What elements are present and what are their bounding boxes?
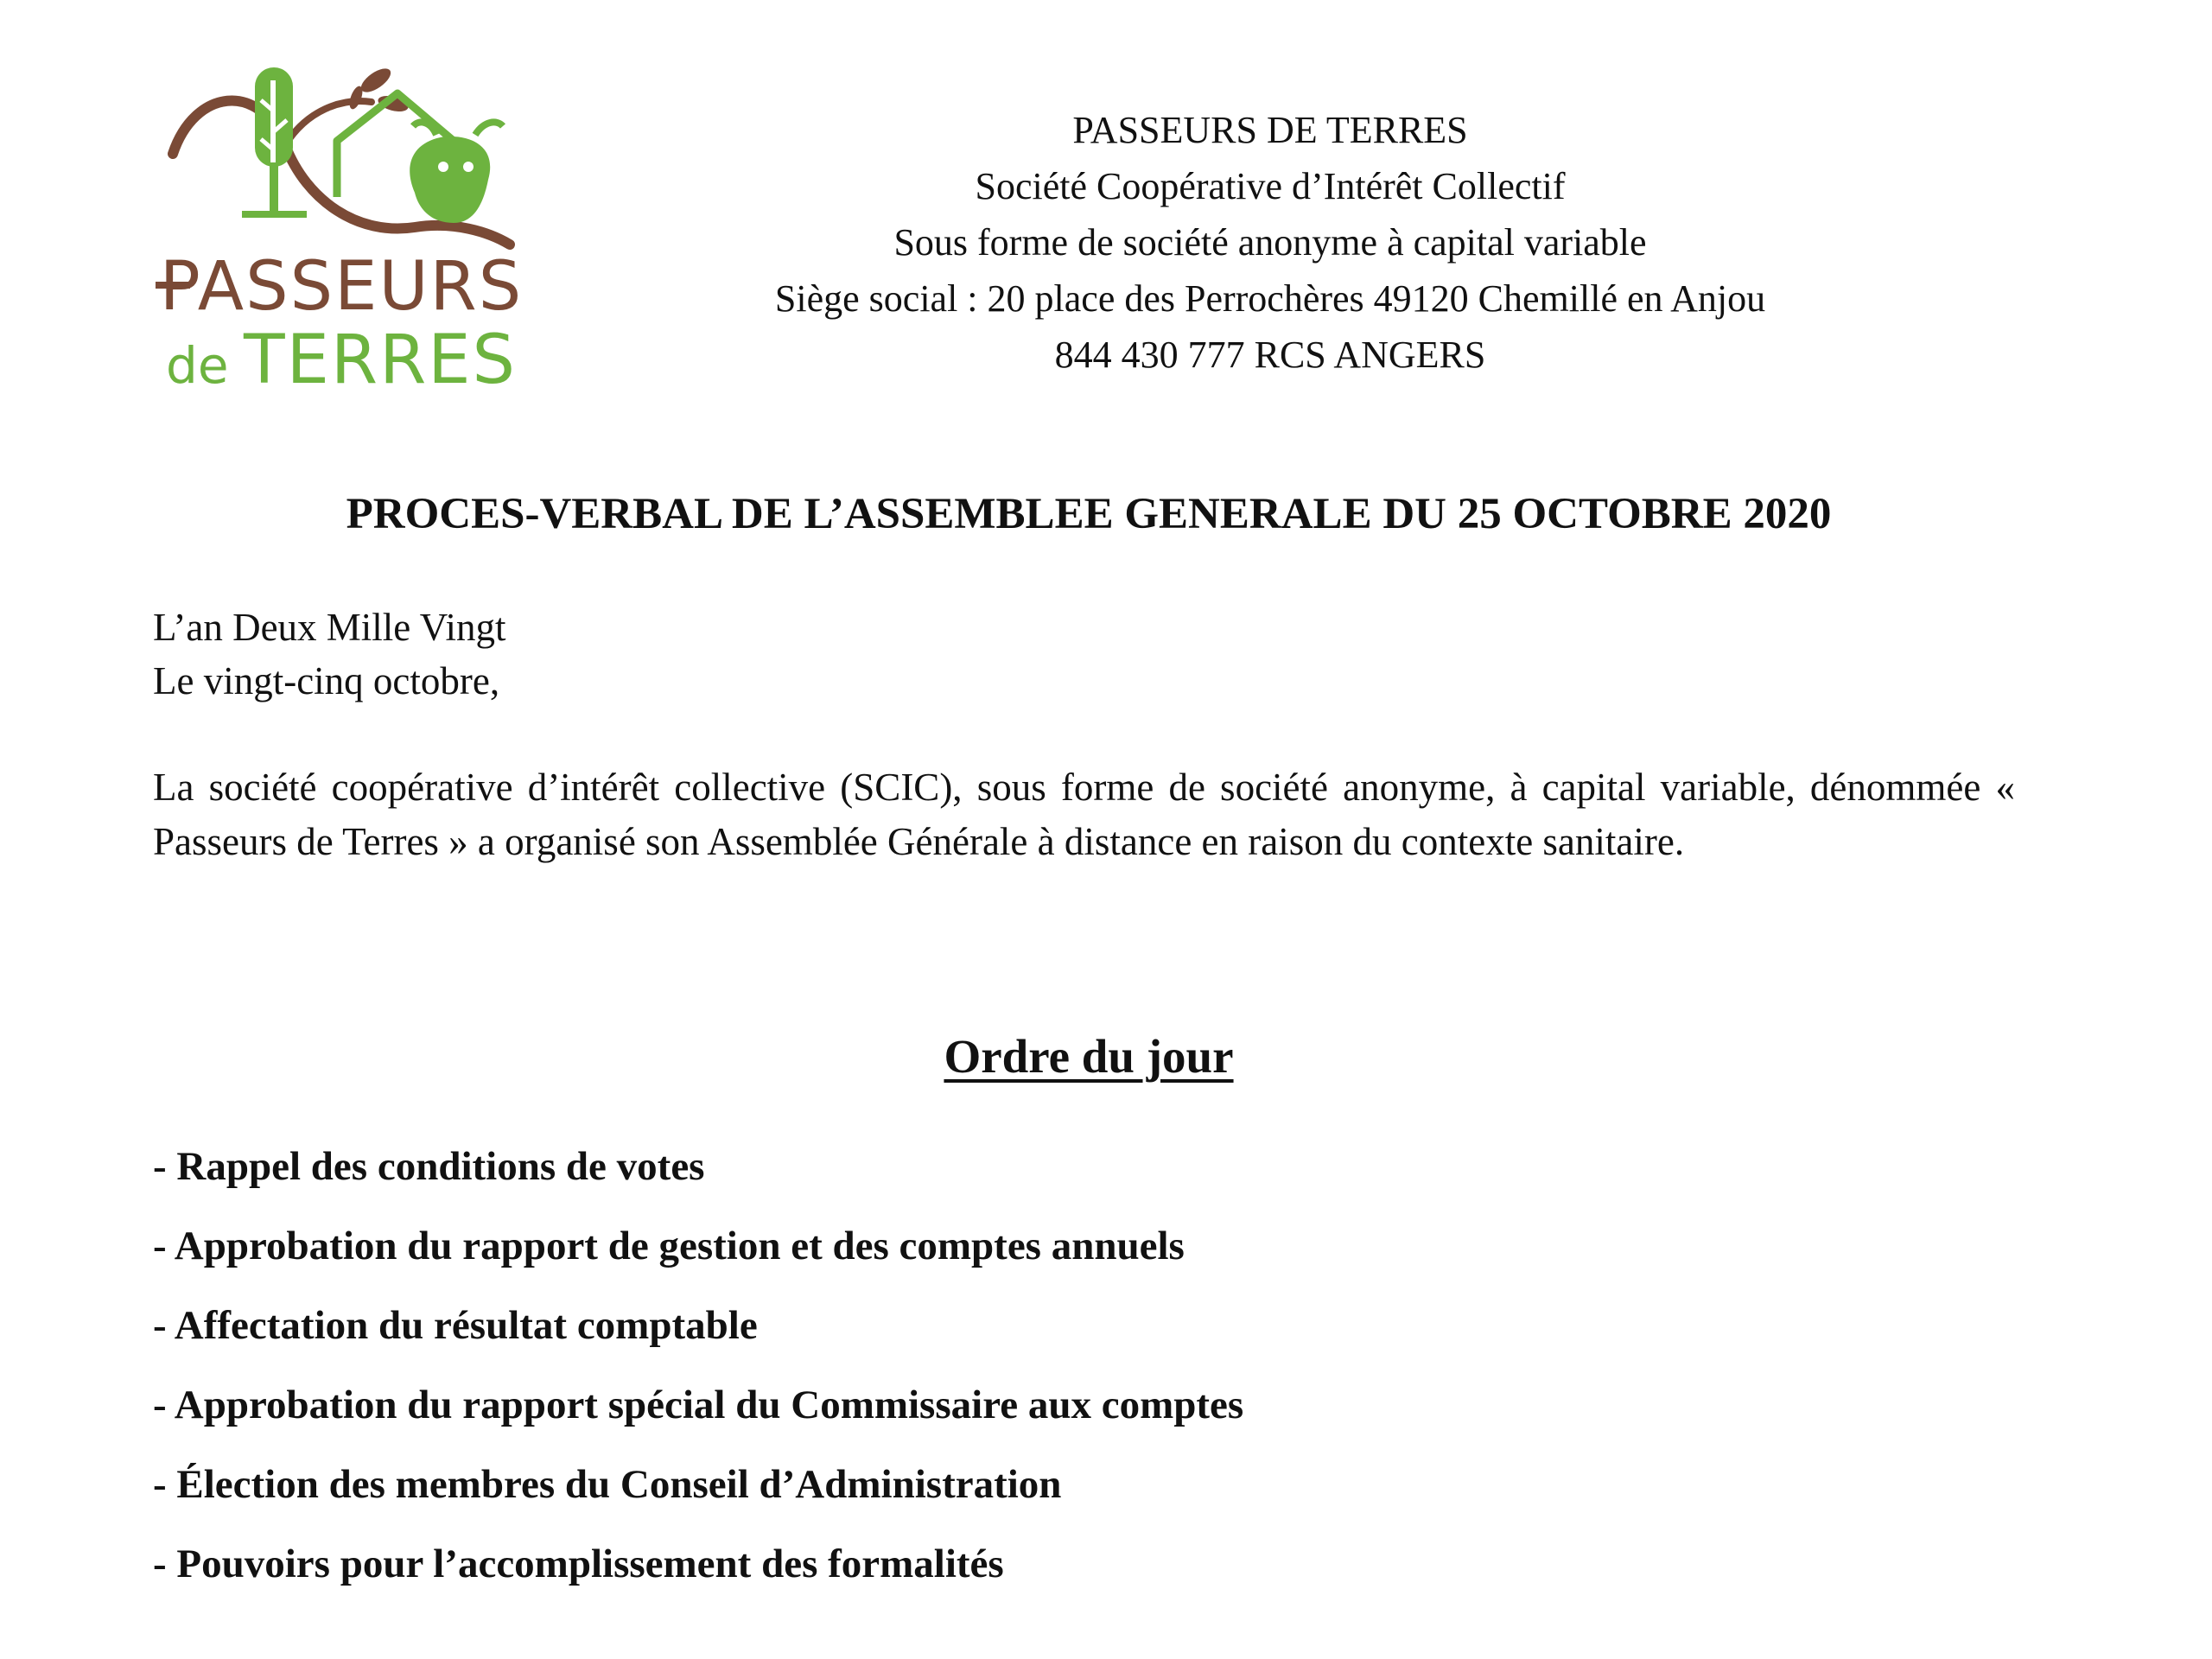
document-title: PROCES-VERBAL DE L’ASSEMBLEE GENERALE DU 25 OCTOBRE 2020 xyxy=(346,490,1832,538)
cow-icon xyxy=(410,122,503,223)
company-type: Société Coopérative d’Intérêt Collectif xyxy=(975,165,1566,207)
agenda-list xyxy=(153,1139,1243,1616)
company-name: PASSEURS DE TERRES xyxy=(1072,109,1468,151)
agenda-item: - Approbation du rapport spécial du Commissaire aux comptes xyxy=(153,1382,1244,1427)
company-rcs: 844 430 777 RCS ANGERS xyxy=(1054,334,1486,376)
agenda-item: - Affectation du résultat comptable xyxy=(153,1303,758,1348)
date-block xyxy=(153,601,506,708)
date-line-day: Le vingt-cinq octobre, xyxy=(153,659,500,702)
agenda-heading xyxy=(156,1027,2022,1087)
company-address: Siège social : 20 place des Perrochères 49120 Chemillé en Anjou xyxy=(774,277,1766,320)
logo-graphic xyxy=(156,50,527,396)
leaf-icon xyxy=(357,64,394,97)
agenda-heading-text: Ordre du jour xyxy=(944,1030,1234,1083)
date-line-year: L’an Deux Mille Vingt xyxy=(153,606,506,649)
company-form: Sous forme de société anonyme à capital variable xyxy=(893,221,1647,264)
agenda-item: - Élection des membres du Conseil d’Administration xyxy=(153,1462,1062,1507)
intro-paragraph: La société coopérative d’intérêt collective (SCIC), sous forme de société anonyme, à capital variable, dénommée « Passeurs de Terres » a organisé son Assemblée Générale à distance en raison du contexte sanitaire. xyxy=(153,766,2015,863)
agenda-item: - Approbation du rapport de gestion et des comptes annuels xyxy=(153,1224,1185,1268)
logo-line2: TERRES xyxy=(243,321,518,396)
company-header xyxy=(674,102,1866,383)
agenda-item: - Rappel des conditions de votes xyxy=(153,1144,705,1189)
logo-line2-prefix: de xyxy=(166,336,229,395)
agenda-item: - Pouvoirs pour l’accomplissement des formalités xyxy=(153,1541,1004,1586)
tree-icon xyxy=(242,67,307,214)
passeurs-de-terres-logo xyxy=(156,50,527,396)
logo-line1: PASSEURS xyxy=(159,248,524,326)
